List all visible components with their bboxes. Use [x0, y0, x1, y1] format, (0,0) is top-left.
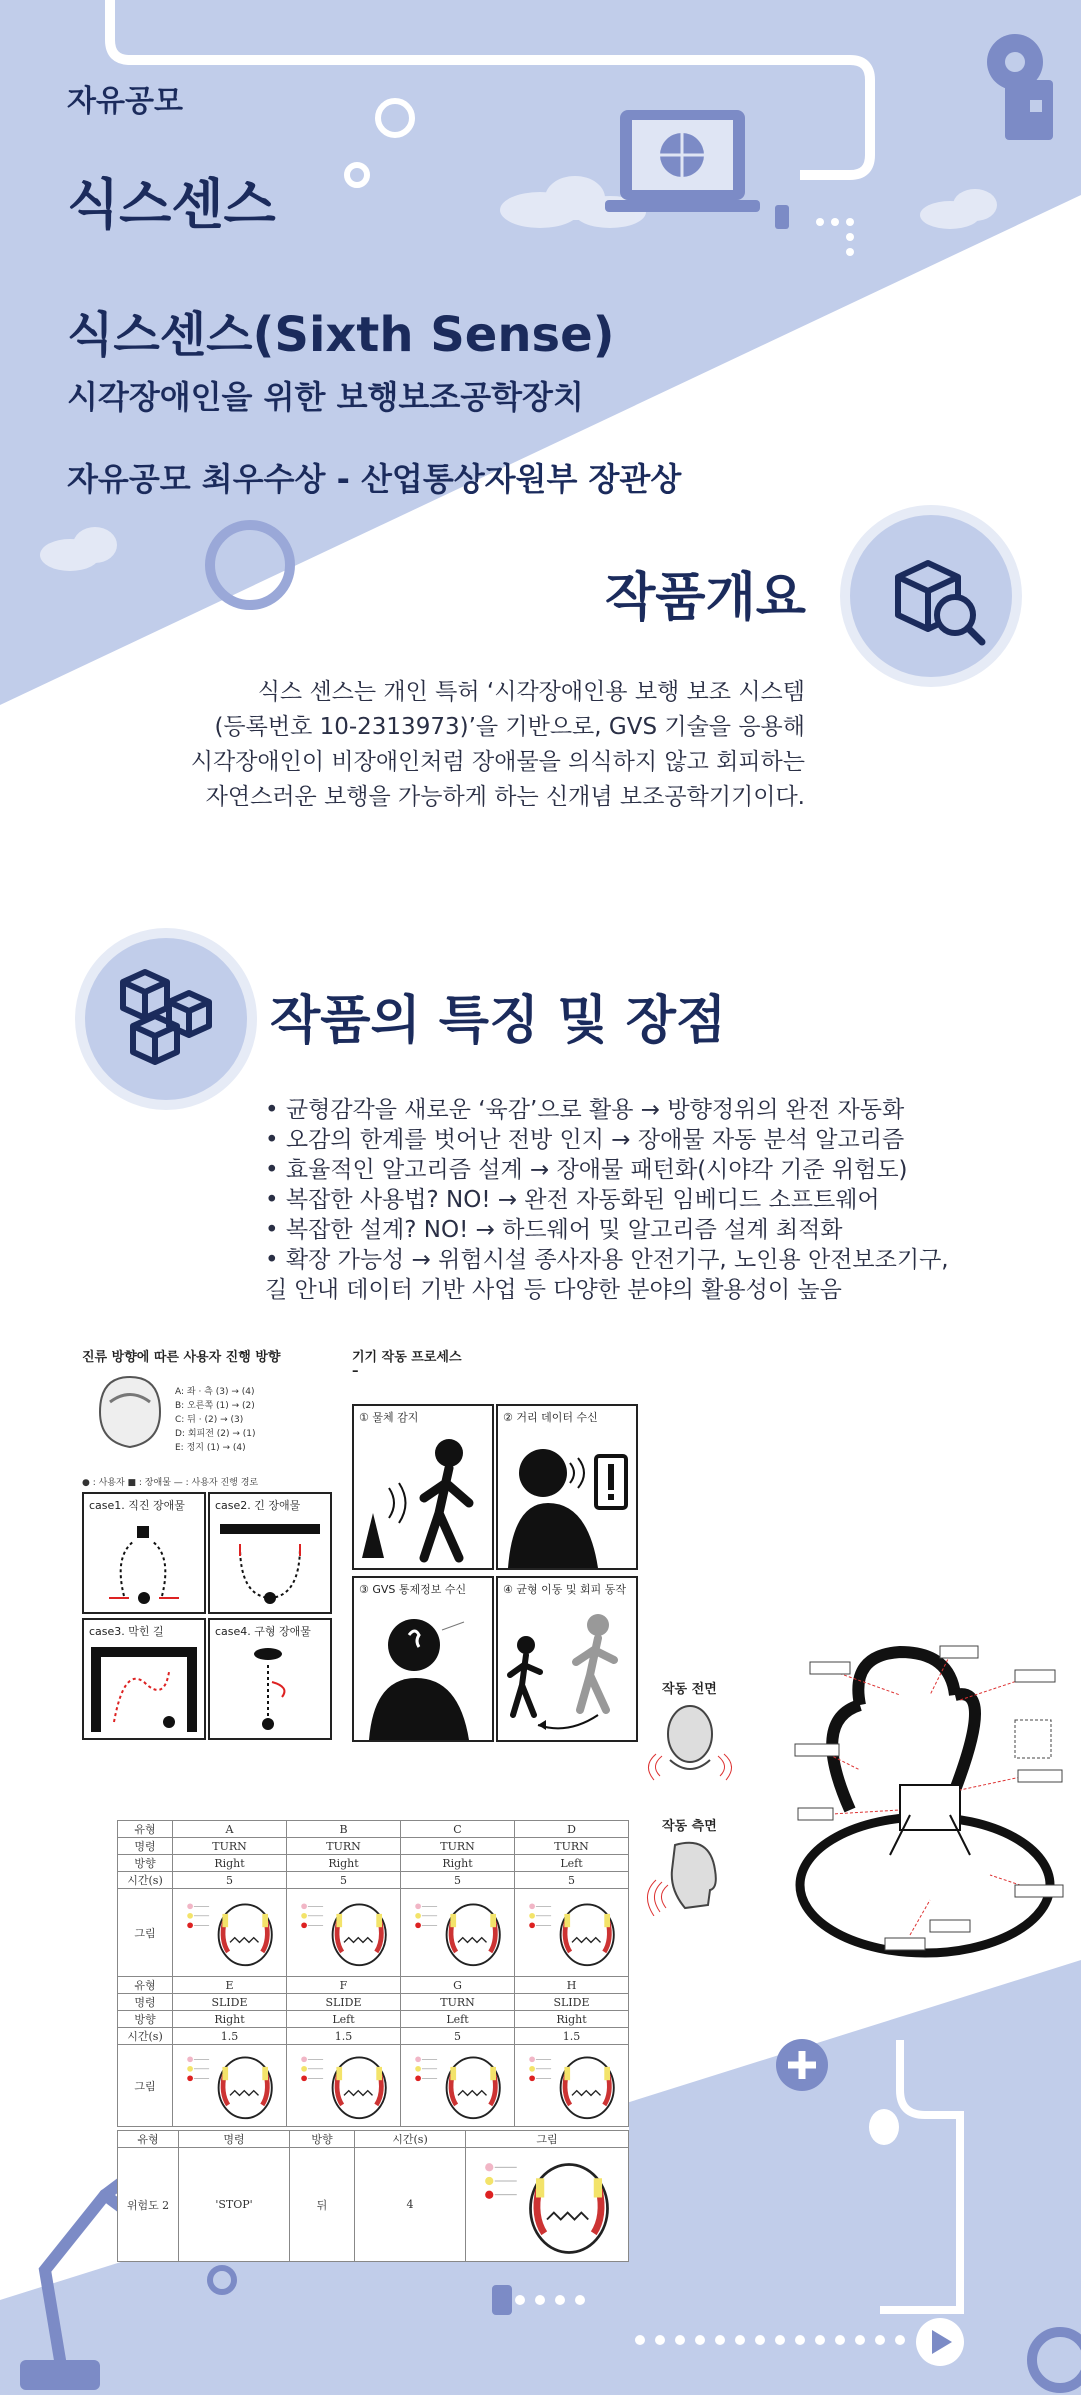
head-diagram — [294, 1893, 394, 1969]
process-step-label: ③ GVS 통제정보 수신 — [359, 1583, 467, 1596]
table-cell: 1.5 — [287, 2028, 401, 2045]
table-figure-cell — [466, 2148, 629, 2262]
table-cell: Left — [515, 1855, 629, 1872]
overview-line: 자연스러운 보행을 가능하게 하는 신개념 보조공학기기이다. — [205, 784, 805, 810]
overview-badge — [840, 505, 1022, 687]
product-name: 식스센스(Sixth Sense) — [67, 307, 615, 363]
head-diagram — [522, 1893, 622, 1969]
direction-title: 진류 방향에 따른 사용자 진행 방향 — [82, 1350, 281, 1365]
table-header: 그림 — [466, 2131, 629, 2148]
table-cell: 1.5 — [515, 2028, 629, 2045]
head-side-figure — [640, 1830, 740, 1916]
table-cell: 'STOP' — [179, 2148, 290, 2262]
table-figure-cell — [401, 1889, 515, 1977]
table-cell: 5 — [401, 2028, 515, 2045]
process-title: 기기 작동 프로세스 — [352, 1350, 462, 1365]
head-diagram — [472, 2148, 622, 2258]
table-cell: 뒤 — [290, 2148, 355, 2262]
table-cell: Left — [401, 2011, 515, 2028]
table-cell: TURN — [401, 1994, 515, 2011]
row-label: 명령 — [118, 1838, 173, 1855]
process-dash: – — [352, 1364, 359, 1379]
feature-item: • 복잡한 설계? NO! → 하드웨어 및 알고리즘 설계 최적화 — [265, 1217, 843, 1243]
table-cell: Right — [173, 1855, 287, 1872]
category-label: 자유공모 — [67, 84, 183, 119]
side-label: 작동 측면 — [662, 1819, 717, 1834]
case-diagram — [84, 1516, 204, 1611]
legend-line: B: 오른쪽 (1) → (2) — [175, 1401, 255, 1411]
process-panel — [496, 1404, 638, 1570]
row-label: 방향 — [118, 1855, 173, 1872]
row-label: 유형 — [118, 1821, 173, 1838]
table-cell: 1.5 — [173, 2028, 287, 2045]
features-heading: 작품의 특징 및 장점 — [270, 991, 727, 1051]
table-figure-cell — [173, 1889, 287, 1977]
row-label: 그림 — [118, 1889, 173, 1977]
table-cell: SLIDE — [515, 1994, 629, 2011]
head-diagram — [408, 2046, 508, 2122]
feature-item: • 오감의 한계를 벗어난 전방 인지 → 장애물 자동 분석 알고리즘 — [265, 1127, 905, 1153]
overview-line: (등록번호 10-2313973)’을 기반으로, GVS 기술을 응용해 — [214, 714, 805, 740]
process-step-label: ② 거리 데이터 수신 — [503, 1411, 598, 1424]
legend-line: C: 뒤 · (2) → (3) — [175, 1415, 244, 1425]
table-cell: SLIDE — [287, 1994, 401, 2011]
head-diagram — [180, 2046, 280, 2122]
feature-item: 길 안내 데이터 기반 사업 등 다양한 분야의 활용성이 높음 — [265, 1277, 842, 1303]
subtitle: 시각장애인을 위한 보행보조공학장치 — [67, 378, 584, 416]
protocol-table — [117, 1820, 629, 2262]
table-cell: Right — [287, 1855, 401, 1872]
table-cell: TURN — [173, 1838, 287, 1855]
table-header: 시간(s) — [355, 2131, 466, 2148]
table-cell: 5 — [287, 1872, 401, 1889]
process-step-label: ① 물체 감지 — [359, 1411, 419, 1424]
process-illustration — [354, 1428, 492, 1568]
case-panel — [82, 1492, 206, 1614]
row-label: 그림 — [118, 2045, 173, 2127]
table-cell: SLIDE — [173, 1994, 287, 2011]
table-cell: TURN — [287, 1838, 401, 1855]
legend-line: A: 좌 · 측 (3) → (4) — [175, 1387, 255, 1397]
process-panel — [352, 1576, 494, 1742]
case-label: case1. 직진 장애물 — [89, 1499, 185, 1512]
table-cell: 5 — [515, 1872, 629, 1889]
row-label: 시간(s) — [118, 2028, 173, 2045]
head-diagram — [408, 1893, 508, 1969]
award-text: 자유공모 최우수상 - 산업통상자원부 장관상 — [67, 460, 682, 498]
features-badge — [75, 928, 257, 1110]
overview-line: 식스 센스는 개인 특허 ‘시각장애인용 보행 보조 시스템 — [257, 679, 805, 705]
table-cell: G — [401, 1977, 515, 1994]
process-illustration — [354, 1600, 492, 1740]
table-cell: H — [515, 1977, 629, 1994]
table-cell: A — [173, 1821, 287, 1838]
case-label: case3. 막힌 길 — [89, 1625, 164, 1638]
table-cell: Left — [287, 2011, 401, 2028]
row-label: 방향 — [118, 2011, 173, 2028]
table-cell: 5 — [173, 1872, 287, 1889]
table-cell: Right — [515, 2011, 629, 2028]
table-header: 방향 — [290, 2131, 355, 2148]
table-cell: TURN — [515, 1838, 629, 1855]
process-illustration — [498, 1600, 636, 1740]
case-panel — [208, 1492, 332, 1614]
play-icon — [916, 2318, 964, 2366]
head-diagram — [522, 2046, 622, 2122]
row-label: 명령 — [118, 1994, 173, 2011]
table-cell: 5 — [401, 1872, 515, 1889]
case-diagram — [84, 1642, 204, 1737]
table-cell: 위험도 2 — [118, 2148, 179, 2262]
table-cell: F — [287, 1977, 401, 1994]
device-schematic — [790, 1640, 1065, 1965]
features-list — [265, 1095, 1005, 1305]
table-cell: C — [401, 1821, 515, 1838]
marker-legend: ● : 사용자 ■ : 장애물 — : 사용자 진행 경로 — [82, 1478, 259, 1488]
table-figure-cell — [515, 2045, 629, 2127]
head-diagram — [294, 2046, 394, 2122]
head-diagram — [180, 1893, 280, 1969]
table-cell: TURN — [401, 1838, 515, 1855]
legend-line: D: 회피전 (2) → (1) — [175, 1429, 256, 1439]
page-title: 식스센스 — [67, 173, 276, 236]
legend-line: E: 정지 (1) → (4) — [175, 1443, 246, 1453]
table-cell: E — [173, 1977, 287, 1994]
process-panel — [352, 1404, 494, 1570]
case-panel — [82, 1618, 206, 1740]
overview-paragraph — [100, 675, 805, 815]
sensor-head-figure — [90, 1372, 170, 1452]
process-panel — [496, 1576, 638, 1742]
table-header: 명령 — [179, 2131, 290, 2148]
table-figure-cell — [287, 1889, 401, 1977]
process-step-label: ④ 균형 이동 및 회피 동작 — [503, 1583, 626, 1596]
table-cell: D — [515, 1821, 629, 1838]
process-illustration — [498, 1428, 636, 1568]
case-panel — [208, 1618, 332, 1740]
cubes-icon — [85, 938, 247, 1100]
feature-item: • 확장 가능성 → 위험시설 종사자용 안전기구, 노인용 안전보조기구, — [265, 1247, 949, 1273]
table-cell: Right — [173, 2011, 287, 2028]
table-header: 유형 — [118, 2131, 179, 2148]
feature-item: • 복잡한 사용법? NO! → 완전 자동화된 임베디드 소프트웨어 — [265, 1187, 880, 1213]
direction-legend — [175, 1385, 325, 1455]
front-label: 작동 전면 — [662, 1682, 717, 1697]
head-front-figure — [640, 1696, 740, 1782]
row-label: 시간(s) — [118, 1872, 173, 1889]
feature-item: • 균형감각을 새로운 ‘육감’으로 활용 → 방향정위의 완전 자동화 — [265, 1097, 905, 1123]
table-cell: B — [287, 1821, 401, 1838]
table-figure-cell — [173, 2045, 287, 2127]
case-label: case4. 구형 장애물 — [215, 1625, 311, 1638]
table-figure-cell — [401, 2045, 515, 2127]
overview-line: 시각장애인이 비장애인처럼 장애물을 의식하지 않고 회피하는 — [190, 749, 805, 775]
table-figure-cell — [287, 2045, 401, 2127]
case-label: case2. 긴 장애물 — [215, 1499, 301, 1512]
cube-magnify-icon — [850, 515, 1012, 677]
case-diagram — [210, 1642, 330, 1737]
overview-heading: 작품개요 — [605, 568, 806, 628]
plus-circle-icon — [776, 2039, 828, 2091]
case-diagram — [210, 1516, 330, 1611]
table-figure-cell — [515, 1889, 629, 1977]
row-label: 유형 — [118, 1977, 173, 1994]
table-cell: 4 — [355, 2148, 466, 2262]
feature-item: • 효율적인 알고리즘 설계 → 장애물 패턴화(시야각 기준 위험도) — [265, 1157, 908, 1183]
table-cell: Right — [401, 1855, 515, 1872]
